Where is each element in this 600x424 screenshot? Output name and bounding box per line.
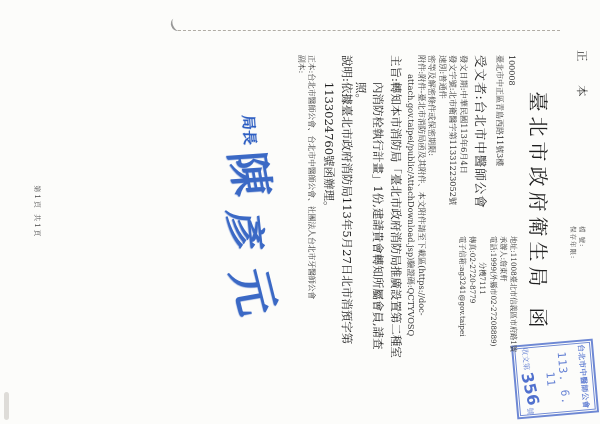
file-number-label: 檔 號:: [578, 226, 586, 248]
contact-person: 承辦人:詹東軒: [498, 236, 508, 282]
contact-phone: 電話:1999(外縣市02-27208889): [488, 236, 498, 347]
stamp-date: 113. 6. 11: [543, 351, 573, 406]
attachment-label: 附件:: [416, 55, 427, 75]
signature-char-1: 陳: [219, 149, 280, 198]
contact-email: 電子信箱:ag3241@gov.taipei: [457, 236, 467, 337]
subject-label: 主旨:: [389, 55, 403, 82]
cc-line: 副本:: [297, 55, 306, 74]
contact-phone-extension: 分機7111: [478, 262, 488, 295]
stamp-receipt-number: 356: [517, 370, 544, 408]
speed-line: 速別:普通件: [437, 55, 448, 99]
issuing-agency-name: 臺北市政府衛生局: [526, 91, 550, 292]
recipient-postal-code: 100008: [507, 55, 516, 86]
subject-paragraph: [352, 55, 405, 364]
description-label: 說明:: [340, 55, 354, 82]
description-paragraph: [320, 55, 355, 364]
retention-period-label: 保存年限:: [569, 226, 577, 260]
security-line: 密等及解密條件或保密期限:: [427, 55, 438, 157]
doc-number-line: 發文字號:北市衛醫字第11331223052號: [448, 55, 459, 206]
subject-text: 轉知本市消防局「臺北市政府消防局推廣設置第二種室內消防栓執行計畫」1份,建請貴會轉知所屬會員,請查照。: [354, 81, 403, 358]
contact-fax: 傳真:02-2720-8779: [468, 236, 478, 304]
original-recipients-line: [306, 55, 316, 299]
issue-date-line: 發文日期:中華民國113年6月4日: [459, 55, 469, 174]
stamp-receipt-prefix: 收文第: [520, 347, 532, 371]
document-title: [525, 0, 554, 424]
director-signature: [218, 115, 292, 320]
attachment-text: 附件-臺北市消防局函及其附件、本文附件請至下載區(https://doc-attach.gov.taipei/public/AttachDownload.jsp)驗證碼:QCTYVOSQ: [406, 74, 427, 337]
copy-type-label: 正 本: [575, 50, 589, 107]
original-label: 正本:: [307, 55, 316, 74]
document-meta-block: [405, 55, 469, 390]
agency-address: 地址:11008臺北市信義區市府路1號: [509, 236, 518, 353]
file-number-block: [568, 226, 586, 259]
signature-char-2: 彥: [218, 208, 271, 252]
description-text: 依據臺北市政府消防局113年5月27日北市消預字第1133024760號函辦理。: [322, 81, 354, 345]
signature-char-3: 元: [219, 264, 286, 320]
recipient-address: 臺北市中正區青島西路11號3樓: [495, 55, 504, 167]
stamp-receipt-suffix: 號: [525, 407, 536, 416]
signer-title: 局長: [238, 115, 260, 145]
stamp-organization: 台北市中醫師公會: [576, 343, 591, 410]
original-recipients: 台北市醫師公會、台北市中醫師公會、社團法人台北市牙醫師公會: [307, 73, 316, 300]
binding-dashed-line: [178, 30, 560, 31]
recipient-line: 受文者:台北市中醫師公會: [473, 55, 488, 209]
attachment-line: [405, 55, 426, 390]
scan-smudge-artifact: [4, 392, 9, 420]
page-number-footer: 第1頁 共1頁: [33, 185, 41, 239]
document-type: 函: [526, 307, 550, 333]
